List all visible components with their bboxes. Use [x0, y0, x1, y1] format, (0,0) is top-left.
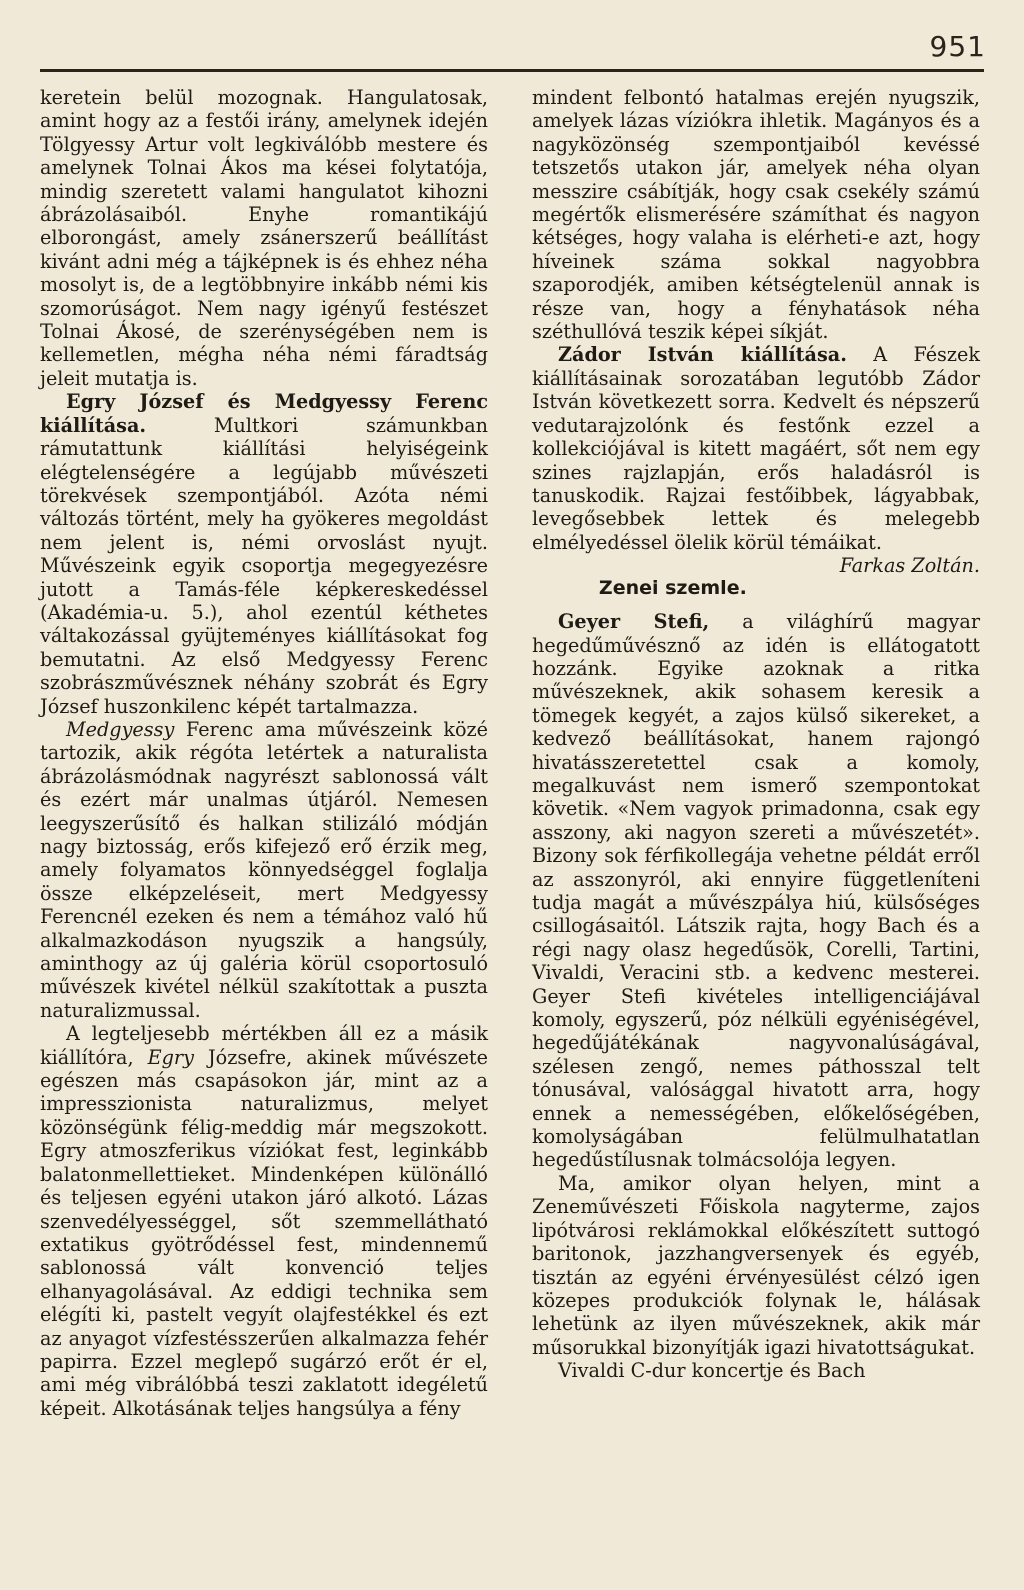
- paragraph-text: a világhírű magyar hegedűművésznő az idén is ellátogatott hozzánk. Egyike azoknak a ritka művészeknek, akik sohasem keresik a tömegek kegyét, a zajos külső sikereket, a kedvező beállításokat, hanem rajongó hivatásszeretettel csak a komoly, megalkuvást nem ismerő szempontokat követik. «Nem vagyok primadonna, csak egy asszony, aki nagyon szereti a művészetét». Bizony sok férfikollegája vehetne példát erről az asszonyról, aki ennyire függetleníteni tudja magát a művészpálya hiú, külsőséges csillogásaitól. Látszik rajta, hogy Bach és a régi nagy olasz hegedűsök, Corelli, Tartini, Vivaldi, Veracini stb. a kedvenc mesterei. Geyer Stefi kivételes intelligenciájával komoly, egyszerű, póz nélküli egyéniségével, hegedűjátékának nagyvonalúságával, szélesen zengő, nemes páthosszal telt tónusával, valósággal hivatott arra, hogy ennek a nemességében, előkelőségében, komolyságában felülmulhatatlan hegedűstílusnak tolmácsolója legyen.: [532, 610, 980, 1172]
- paragraph: [532, 1172, 980, 1359]
- paragraph-text: A legteljesebb mértékben áll ez a másik kiállítóra,: [40, 1022, 488, 1069]
- paragraph: [532, 86, 980, 343]
- exhibition-heading: Egry József és Medgyessy Ferenc kiállítása.: [40, 390, 488, 437]
- paragraph-text: keretein belül mozognak. Hangulatosak, amint hogy az a festői irány, amelynek idején Tölgyessy Artur volt legkiválóbb mestere és amelynek Tolnai Ákos ma kései folytatója, mindig szeretett valami hangulatot kihozni ábrázolásaiból. Enyhe romantikájú elborongást, amely zsánerszerű beállítást kivánt adni még a tájképnek is és ehhez néha mosolyt is, de a legtöbbnyire inkább némi kis szomorúságot. Nem nagy igényű festészet Tolnai Ákosé, de szerénységében nem is kellemetlen, mégha néha némi fáradtság jeleit mutatja is.: [40, 86, 488, 390]
- paragraph: [532, 610, 980, 1172]
- paragraph-text: Multkori számunkban rámutattunk kiállítási helyiségeink elégtelenségére a legújabb művészeti törekvések szempontjából. Azóta némi változás történt, mely ha gyökeres megoldást nem jelent is, némi orvoslást nyujt. Művészeink egyik csoportja megegyezésre jutott a Tamás-féle képkereskedéssel (Akadémia-u. 5.), ahol ezentúl kéthetes váltakozással gyüjteményes kiállításokat fog bemutatni. Az első Medgyessy Ferenc szobrászművésznek néhány szobrát és Egry József huszonkilenc képét tartalmazza.: [40, 413, 488, 718]
- header-rule: [40, 69, 984, 72]
- paragraph: [40, 390, 488, 718]
- artist-name: Egry: [147, 1045, 194, 1069]
- paragraph: [532, 343, 980, 578]
- exhibition-heading: Zádor István kiállítása.: [558, 343, 847, 367]
- author-signature: Farkas Zoltán.: [839, 554, 980, 578]
- paragraph-text: Józsefre, akinek művészete egészen más csapásokon jár, mint az a impresszionista naturalizmus, melyet közönségünk félig-meddig már megszokott. Egry atmoszferikus víziókat fest, leginkább balatonmellettieket. Mindenképen különálló és teljesen egyéni utakon járó alkotó. Lázas szenvedélyességgel, sőt szemmellátható extatikus gyötrődéssel fest, mindennemű sablonossá vált konvenció teljes elhanyagolásával. Az eddigi technika sem elégíti ki, pastelt vegyít olajfestékkel és ezt az anyagot vízfestésszerűen alkalmazza fehér papirra. Ezzel meglepő sugárzó erőt ér el, ami még vibrálóbbá teszi zaklatott idegéletű képeit. Alkotásának teljes hangsúlya a fény: [40, 1045, 488, 1420]
- page-number: 951: [929, 30, 986, 63]
- paragraph-text: Ferenc ama művészeink közé tartozik, akik régóta letértek a naturalista ábrázolásmódnak nagyrészt sablonossá vált és ezért már unalmas útjáról. Nemesen leegyszerűsítő és halkan stilizáló módján nagy biztosság, erős kifejező erő érzik meg, amely folyamatos könnyedséggel foglalja össze elképzeléseit, mert Medgyessy Ferencnél ezeken és nem a témához való hű alkalmazkodáson nyugszik a hangsúly, aminthogy az új galéria körül csoportosuló művészek kivétel nélkül szakítottak a puszta naturalizmussal.: [40, 717, 488, 1022]
- paragraph-text: A Fészek kiállításainak sorozatában legutóbb Zádor István következett sorra. Kedvelt és népszerű vedutarajzolónk és festőnk ezzel a kollekciójával is kitett magáért, sőt nem egy szines rajzlapján, erős haladásról is tanuskodik. Rajzai festőibbek, lágyabbak, levegősebbek lettek és melegebb elmélyedéssel ölelik körül témáikat.: [532, 343, 980, 554]
- paragraph: [532, 1359, 980, 1382]
- section-title: Zenei szemle.: [598, 577, 747, 600]
- paragraph: [40, 86, 488, 390]
- paragraph-text: Ma, amikor olyan helyen, mint a Zeneművészeti Főiskola nagyterme, zajos lipótvárosi reklámokkal előkészített suttogó baritonok, jazzhangversenyek és egyéb, tisztán az egyéni érvényesülést célzó igen közepes produkciók folynak le, hálásak lehetünk az ilyen művészeknek, akik már műsorukkal bizonyítják igazi hivatottságukat.: [532, 1171, 980, 1359]
- right-column: [532, 86, 980, 1566]
- paragraph-text: Vivaldi C-dur koncertje és Bach: [558, 1359, 866, 1383]
- paragraph: [40, 1022, 488, 1420]
- left-column: [40, 86, 488, 1566]
- artist-heading: Geyer Stefi,: [558, 610, 710, 634]
- artist-name: Medgyessy: [66, 717, 175, 741]
- paragraph-text: mindent felbontó hatalmas erején nyugszik, amelyek lázas víziókra ihletik. Magányos és a nagyközönség szempontjaiból kevéssé tetszetős utakon jár, amelyek néha olyan messzire csábítják, hogy csak csekély számú megértők elismerésére számíthat és nagyon kétséges, hogy valaha is elérheti-e azt, hogy híveinek száma sokkal nagyobbra szaporodjék, amiben kétségtelenül annak is része van, hogy a fényhatások néha széthullóvá teszik képei síkját.: [532, 86, 980, 344]
- paragraph: [40, 718, 488, 1022]
